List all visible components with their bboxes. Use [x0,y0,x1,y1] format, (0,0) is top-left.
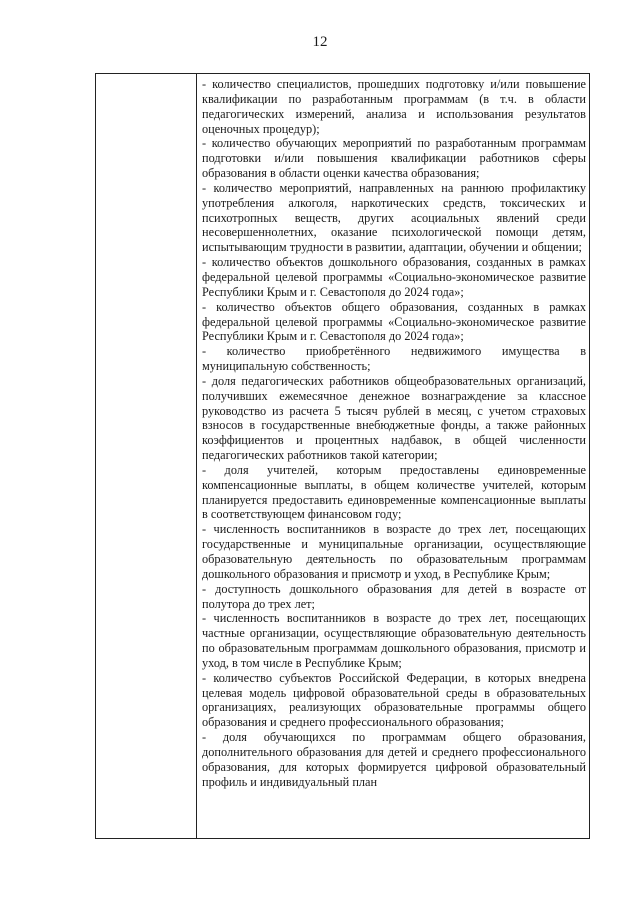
column-divider [196,73,197,839]
list-item: - количество объектов общего образования, созданных в рамках федеральной целевой программы «Социально-экономическое развитие Республики Крым и г. Севастополя до 2024 года»; [202,299,586,344]
indicator-list-cell [202,77,586,835]
list-item: - доля педагогических работников общеобразовательных организаций, получивших ежемесячное денежное вознаграждение за классное руководство из расчета 5 тысяч рублей в месяц, с учетом страховых взносов в государственные внебюджетные фонды, а также районных коэффициентов и процентных надбавок, в общей численности педагогических работников такой категории; [202,373,586,463]
list-item: - количество субъектов Российской Федерации, в которых внедрена целевая модель цифровой образовательной среды в образовательных организациях, реализующих образовательные программы общего образования и среднего профессионального образования; [202,670,586,730]
page-number: 12 [312,34,328,50]
list-item: - количество приобретённого недвижимого имущества в муниципальную собственность; [202,344,586,374]
list-item: - количество объектов дошкольного образования, созданных в рамках федеральной целевой программы «Социально-экономическое развитие Республики Крым и г. Севастополя до 2024 года»; [202,255,586,299]
list-item: - численность воспитанников в возрасте до трех лет, посещающих государственные и муниципальные организации, осуществляющие образовательную деятельность по образовательным программам дошкольного образования и присмотр и уход, в Республике Крым; [202,522,586,581]
list-item: - количество мероприятий, направленных на раннюю профилактику употребления алкоголя, наркотических средств, токсических и психотропных веществ, других асоциальных явлений среди несовершеннолетних, оказание психологической помощи детям, испытывающим трудности в развитии, адаптации, обучении и общении; [202,180,586,255]
list-item: - численность воспитанников в возрасте до трех лет, посещающих частные организации, осуществляющие образовательную деятельность по образовательным программам дошкольного образования, присмотр и уход, в том числе в Республике Крым; [202,611,586,670]
list-item: - количество обучающих мероприятий по разработанным программам подготовки и/или повышения квалификации работников сферы образования в области оценки качества образования; [202,136,586,181]
list-item: - доступность дошкольного образования для детей в возрасте от полутора до трех лет; [202,581,586,611]
list-item: - доля обучающихся по программам общего образования, дополнительного образования для детей и среднего профессионального образования, для которых формируется цифровой образовательный профиль и индивидуальный план [202,730,586,789]
list-item: - количество специалистов, прошедших подготовку и/или повышение квалификации по разработанным программам (в т.ч. в области педагогических измерений, анализа и использования результатов оценочных процедур); [202,77,586,136]
list-item: - доля учителей, которым предоставлены единовременные компенсационные выплаты, в общем количестве учителей, которым планируется предоставить единовременные компенсационные выплаты в соответствующем финансовом году; [202,462,586,522]
